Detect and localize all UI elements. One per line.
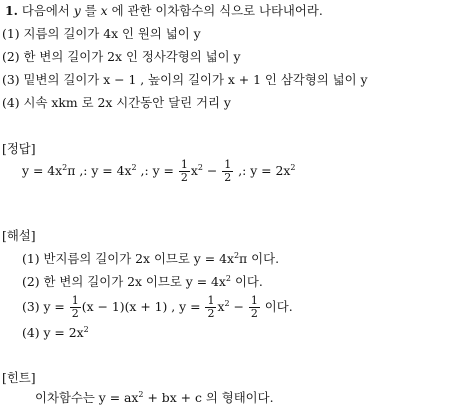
problem-stem (5, 5, 323, 17)
solution-text: (1) 반지름의 길이가 2x 이므로 y = 4x (22, 251, 234, 266)
exp: 2 (225, 274, 232, 283)
problem-item-3 (2, 74, 368, 86)
answer-line (22, 158, 295, 184)
denominator: 2 (180, 171, 188, 184)
minus-sign: − (206, 163, 218, 178)
fraction (70, 295, 81, 319)
problem-item-4 (2, 97, 231, 109)
solution-text: (2) 한 변의 길이가 2x 이므로 y = 4x (22, 274, 226, 289)
solution-tail: π 이다. (239, 251, 280, 266)
problem-item-1 (2, 28, 201, 40)
hint-text-b: + bx + c 의 형태이다. (143, 390, 274, 405)
solution-text: (x − 1)(x + 1) , y = (81, 299, 201, 314)
item-text: 한 변의 길이가 2x 인 정사각형의 넓이 y (23, 49, 241, 64)
hint-heading: [힌트] (2, 370, 36, 385)
fraction (222, 159, 233, 183)
solution-tail: 이다. (231, 274, 263, 289)
exp: 2 (131, 163, 137, 172)
fraction (249, 295, 260, 319)
stem-var-x: x (100, 3, 108, 18)
fraction (205, 295, 216, 319)
hint-text (35, 392, 274, 404)
answer-2-tail: ,: y = (136, 163, 174, 178)
exp: 2 (197, 163, 203, 172)
stem-mid: 를 (84, 3, 97, 18)
solution-text: (3) y = (22, 299, 65, 314)
problem-number: 1. (5, 3, 18, 18)
solution-text: x (217, 299, 225, 314)
minus-sign: − (229, 299, 244, 314)
denominator: 2 (224, 171, 232, 184)
solution-line-3 (22, 294, 293, 320)
numerator: 1 (207, 294, 215, 308)
stem-suffix: 에 관한 이차함수의 식으로 나타내어라. (111, 3, 323, 18)
solution-text: (4) y = 2x (22, 325, 84, 340)
item-label: (4) (2, 95, 20, 110)
item-label: (1) (2, 26, 20, 41)
solution-tail: 이다. (260, 299, 293, 314)
hint-text-a: 이차함수는 y = ax (35, 390, 139, 405)
exp: 2 (233, 251, 240, 260)
item-label: (2) (2, 49, 20, 64)
fraction (179, 159, 190, 183)
solution-line-1 (22, 253, 279, 265)
exp: 2 (83, 325, 89, 334)
item-text: 지름의 길이가 4x 인 원의 넓이 y (23, 26, 201, 41)
exp: 2 (138, 390, 144, 399)
exp: 2 (290, 163, 296, 172)
stem-prefix: 다음에서 (21, 3, 70, 18)
answer-1-tail: π ,: y = 4x (67, 163, 132, 178)
solution-line-2 (22, 276, 263, 288)
denominator: 2 (207, 307, 215, 320)
answer-4: ,: y = 2x (234, 163, 291, 178)
answer-heading: [정답] (2, 141, 36, 156)
item-label: (3) (2, 72, 20, 87)
problem-item-2 (2, 51, 241, 63)
stem-var-y: y (73, 3, 81, 18)
exp: 2 (62, 163, 68, 172)
numerator: 1 (224, 158, 232, 172)
solution-line-4 (22, 327, 89, 339)
numerator: 1 (250, 294, 258, 308)
item-text: 밑변의 길이가 x − 1 , 높이의 길이가 x + 1 인 삼각형의 넓이 y (23, 72, 368, 87)
exp: 2 (224, 299, 230, 308)
answer-1: y = 4x (22, 163, 63, 178)
answer-3-var: x (190, 163, 198, 178)
denominator: 2 (250, 307, 258, 320)
denominator: 2 (71, 307, 79, 320)
solution-heading: [해설] (2, 228, 36, 243)
numerator: 1 (71, 294, 79, 308)
numerator: 1 (180, 158, 188, 172)
item-text: 시속 xkm 로 2x 시간동안 달린 거리 y (23, 95, 231, 110)
